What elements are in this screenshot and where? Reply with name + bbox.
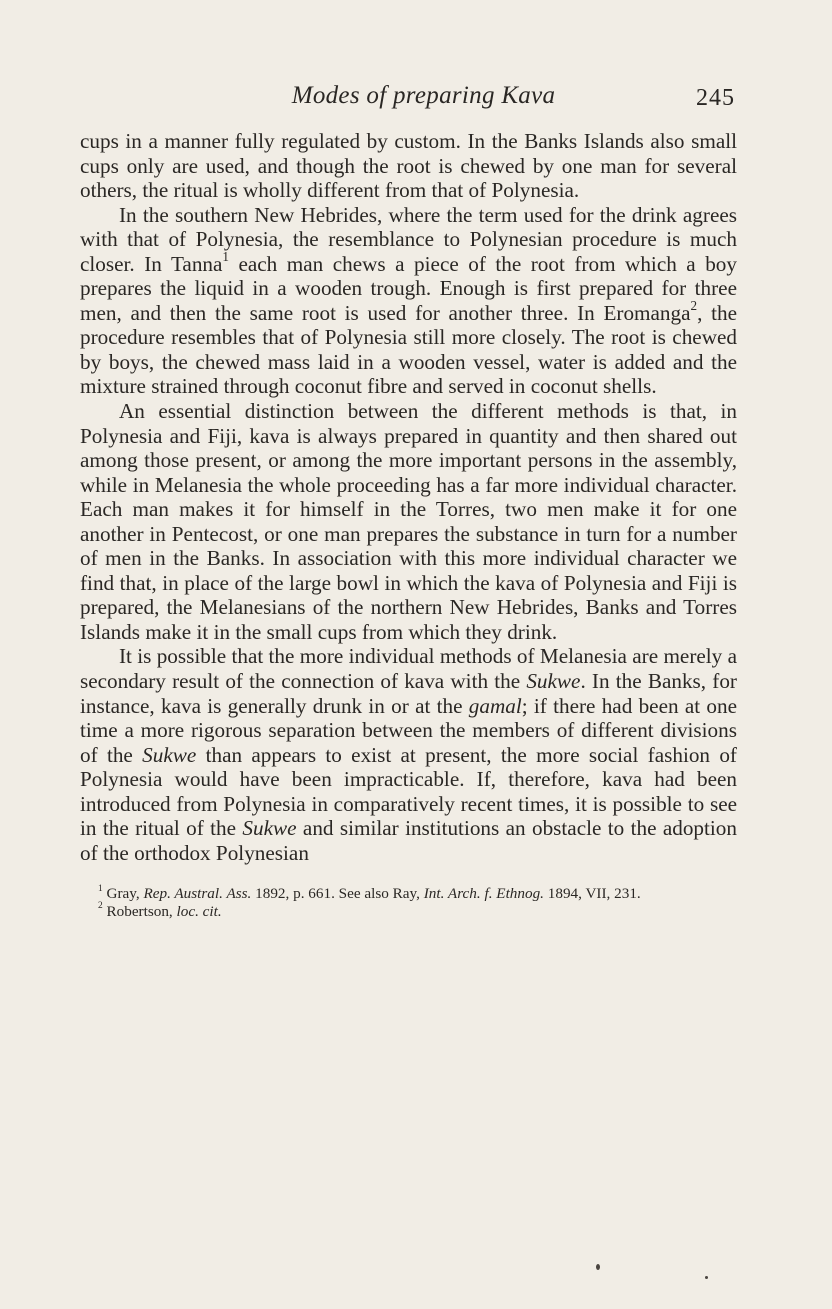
text-run: , the procedure resembles that of Polynesia still more closely. The root is chewed by boys, the chewed mass laid in a wooden vessel, water is added and the mixture strained through coconut fibre and served in coconut shells. bbox=[80, 300, 737, 399]
italic-span: gamal bbox=[468, 693, 522, 718]
footnote-marker: 1 bbox=[98, 883, 103, 894]
running-title: Modes of preparing Kava bbox=[291, 82, 556, 109]
text-run: 1894, VII, 231. bbox=[543, 885, 641, 903]
footnote-marker: 1 bbox=[222, 248, 229, 264]
text-run: each man chews a piece of the root from which a boy prepares the liquid in a wooden trough. Enough is first prepared for three men, and then the same root is used for another three. In Eromanga bbox=[80, 251, 737, 325]
footnote-marker: 2 bbox=[98, 901, 103, 912]
ink-speck bbox=[596, 1264, 600, 1270]
text-run: Robertson, bbox=[102, 902, 177, 920]
italic-span: Int. Arch. f. Ethnog. bbox=[423, 885, 544, 903]
paragraph bbox=[80, 129, 737, 203]
text-run: . In the Banks, for instance, kava is generally drunk in or at the bbox=[80, 669, 737, 718]
paragraph bbox=[80, 399, 737, 644]
text-run: Gray, bbox=[102, 885, 144, 903]
paragraph bbox=[80, 644, 737, 865]
footnote-marker: 2 bbox=[690, 297, 698, 313]
italic-span: Sukwe bbox=[142, 742, 197, 767]
ink-speck bbox=[705, 1276, 708, 1279]
text-run: than appears to exist at present, the more social fashion of Polynesia would have been impracticable. If, therefore, kava had been introduced from Polynesia in comparatively recent times, it is possible to see in the ritual of the bbox=[80, 742, 737, 841]
text-run: and similar institutions an obstacle to the adoption of the orthodox Polynesian bbox=[80, 816, 737, 865]
book-page bbox=[80, 78, 737, 920]
text-run: An essential distinction between the different methods is that, in Polynesia and Fiji, kava is always prepared in quantity and then shared out among those present, or among the more important persons in the assembly, while in Melanesia the whole proceeding has a far more individual character. Each man makes it for himself in the Torres, two men make it for one another in Pentecost, or one man prepares the substance in turn for a number of men in the Banks. In association with this more individual character we find that, in place of the large bowl in which the kava of Polynesia and Fiji is prepared, the Melanesians of the northern New Hebrides, Banks and Torres Islands make it in the small cups from which they drink. bbox=[80, 399, 737, 644]
body-text bbox=[80, 129, 737, 865]
footnotes bbox=[80, 885, 737, 919]
page-header bbox=[80, 78, 737, 118]
italic-span: Sukwe bbox=[526, 669, 581, 694]
page-number: 245 bbox=[696, 85, 735, 111]
footnote-1 bbox=[80, 885, 737, 902]
text-run: In the southern New Hebrides, where the term used for the drink agrees with that of Polynesia, the resemblance to Polynesian procedure is much closer. In Tanna bbox=[80, 202, 737, 276]
text-run: 1892, p. 661. See also Ray, bbox=[251, 885, 424, 903]
text-run: cups in a manner fully regulated by custom. In the Banks Islands also small cups only are used, and though the root is chewed by one man for several others, the ritual is wholly different from that of Polynesia. bbox=[80, 129, 737, 203]
italic-span: loc. cit. bbox=[176, 902, 222, 920]
text-run: ; if there had been at one time a more rigorous separation between the members of different divisions of the bbox=[80, 693, 737, 767]
footnote-2 bbox=[80, 903, 737, 920]
paragraph bbox=[80, 203, 737, 399]
italic-span: Sukwe bbox=[242, 816, 297, 841]
text-run: It is possible that the more individual methods of Melanesia are merely a secondary result of the connection of kava with the bbox=[80, 644, 737, 694]
italic-span: Rep. Austral. Ass. bbox=[143, 885, 252, 903]
